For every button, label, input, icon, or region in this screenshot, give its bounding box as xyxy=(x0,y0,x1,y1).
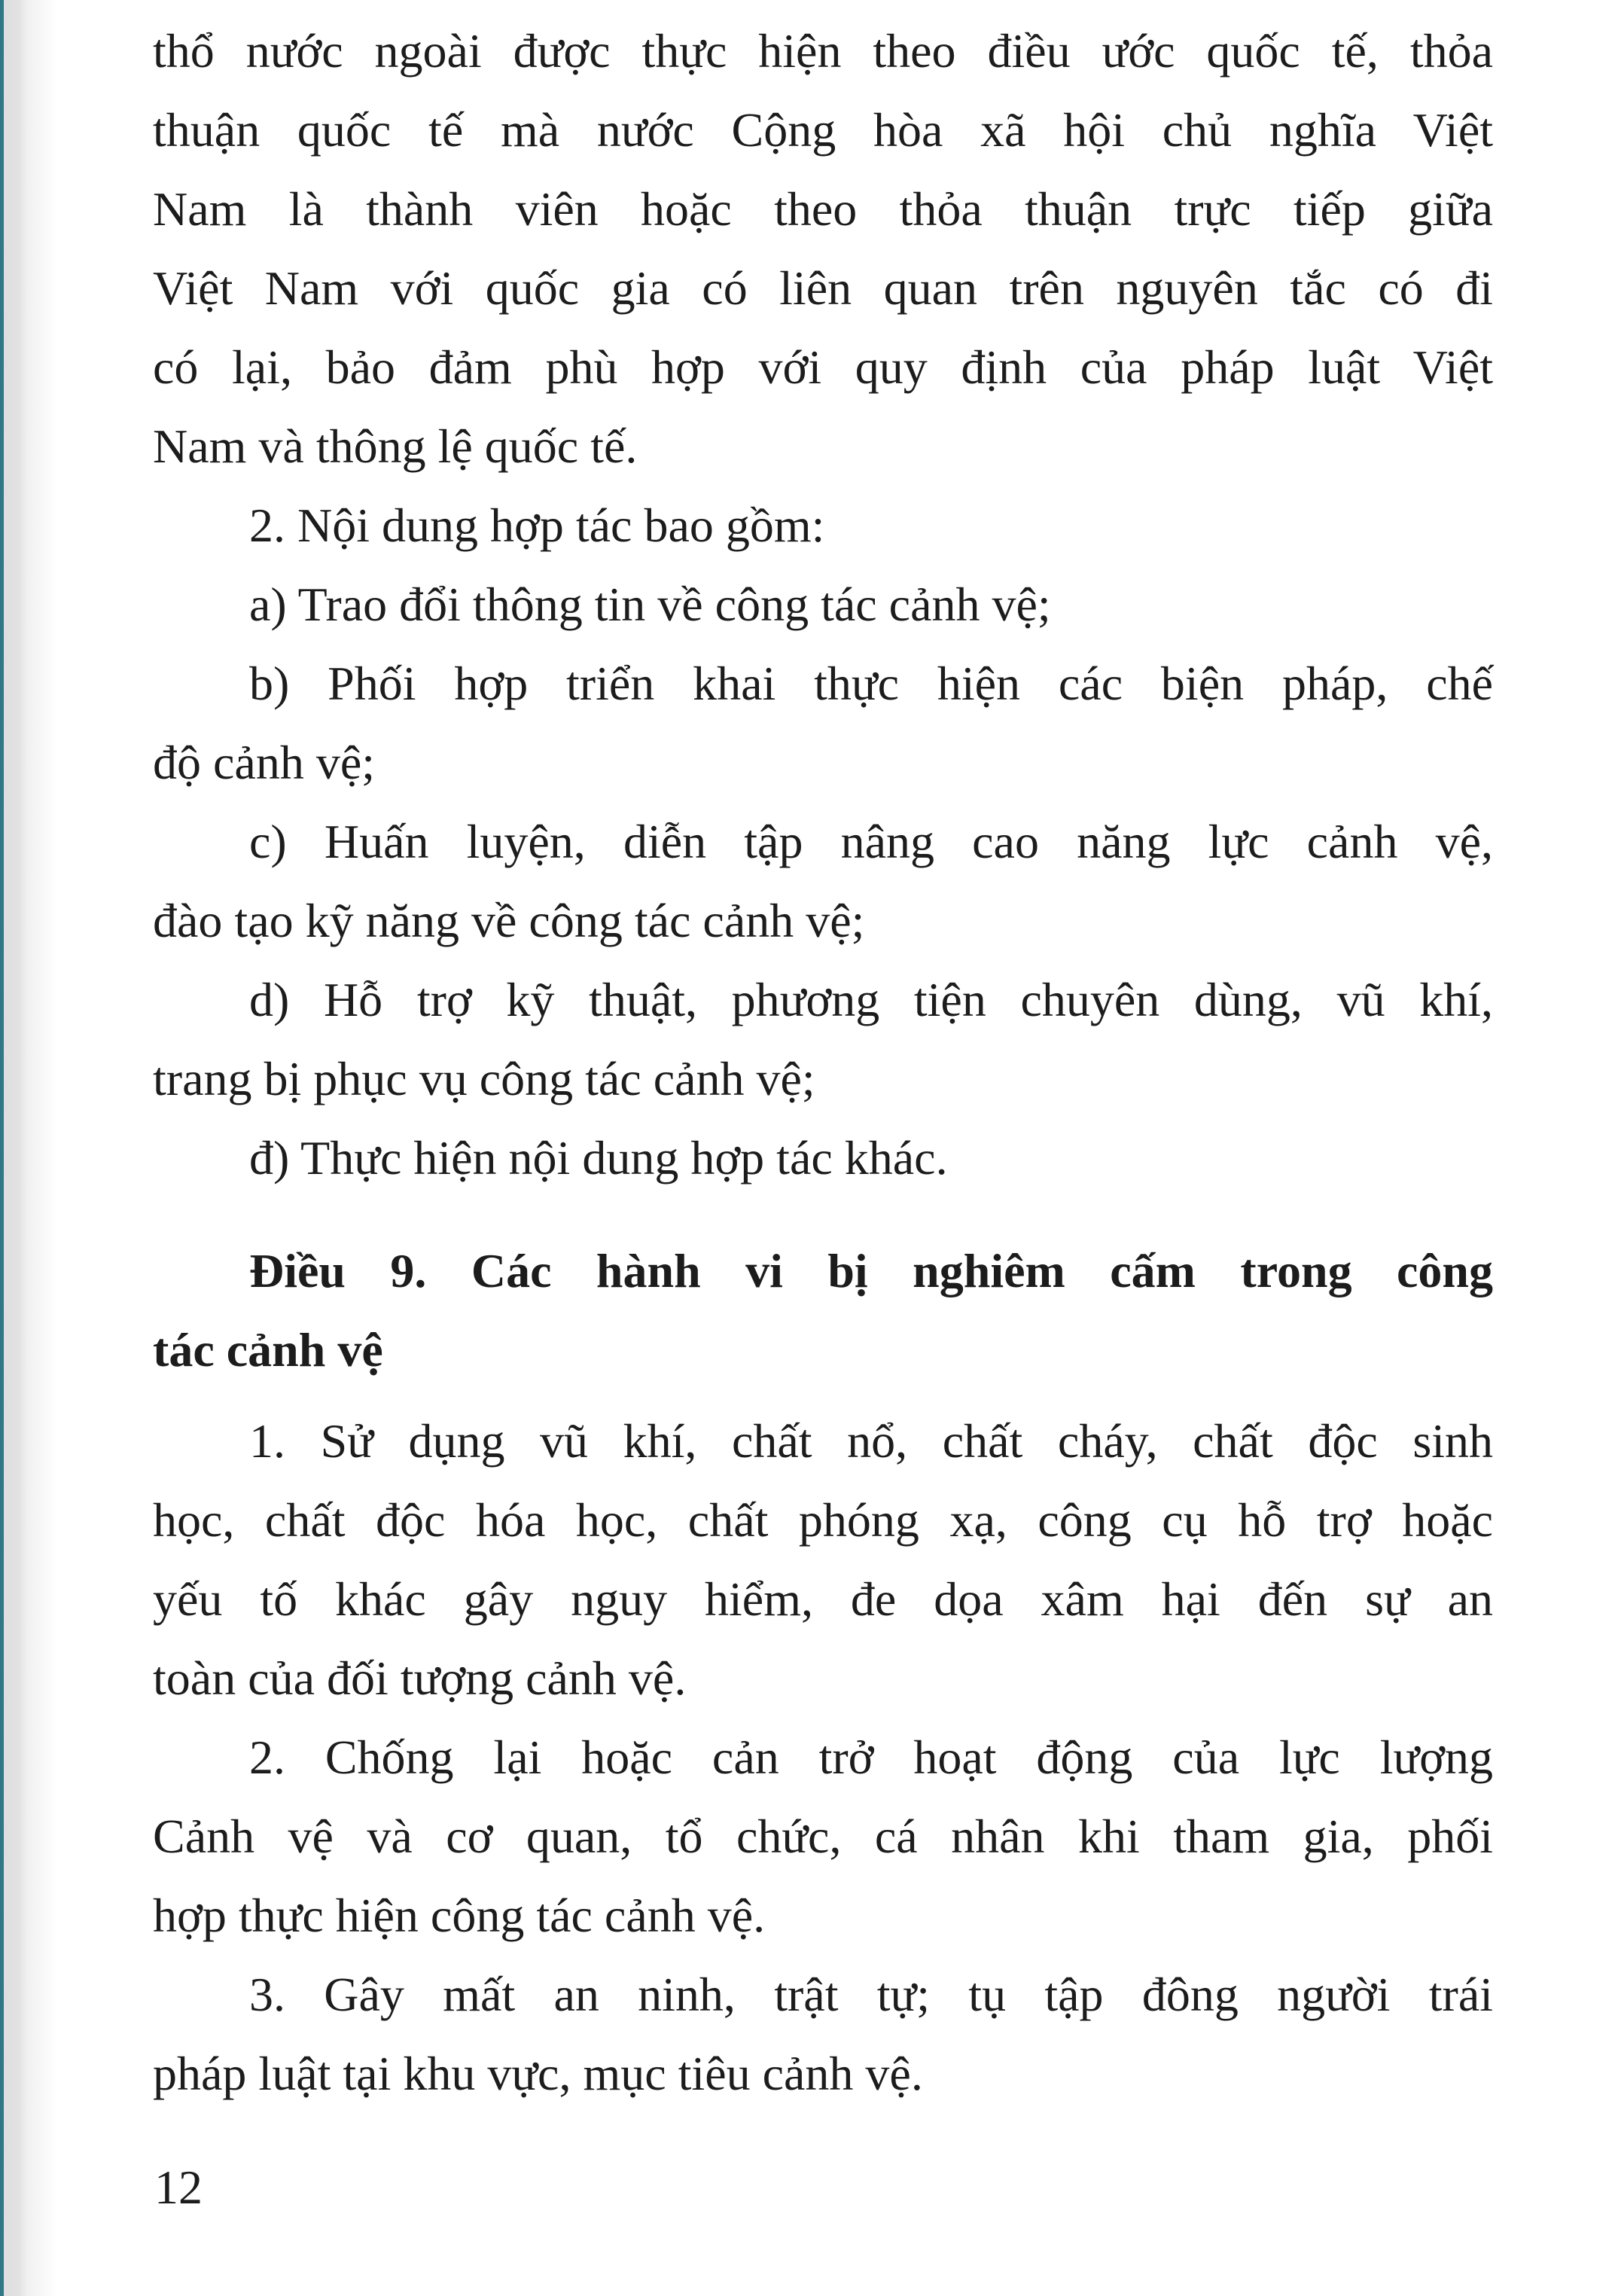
text-line: Nam và thông lệ quốc tế. xyxy=(153,419,638,473)
paragraph xyxy=(153,960,1493,1118)
text-line: c) Huấn luyện, diễn tập nâng cao năng lực cảnh vệ, xyxy=(249,815,1493,868)
paragraph xyxy=(153,565,1493,644)
text-line: yếu tố khác gây nguy hiểm, đe dọa xâm hại đến sự an xyxy=(153,1572,1493,1626)
text-line: thổ nước ngoài được thực hiện theo điều ước quốc tế, thỏa xyxy=(153,24,1493,78)
text-line: Việt Nam với quốc gia có liên quan trên nguyên tắc có đi xyxy=(153,261,1493,315)
paragraph xyxy=(153,1118,1493,1197)
text-line: hợp thực hiện công tác cảnh vệ. xyxy=(153,1889,766,1942)
text-line: 3. Gây mất an ninh, trật tự; tụ tập đông người trái xyxy=(249,1968,1493,2021)
text-line: Cảnh vệ và cơ quan, tổ chức, cá nhân khi tham gia, phối xyxy=(153,1810,1493,1863)
text-line: Nam là thành viên hoặc theo thỏa thuận trực tiếp giữa xyxy=(153,182,1493,236)
paragraph xyxy=(153,11,1493,486)
paragraph xyxy=(153,1401,1493,1718)
page-text xyxy=(153,11,1493,2113)
paragraph xyxy=(153,486,1493,565)
text-line: 1. Sử dụng vũ khí, chất nổ, chất cháy, chất độc sinh xyxy=(249,1414,1493,1468)
paragraph xyxy=(153,1955,1493,2113)
article-heading xyxy=(153,1231,1493,1389)
text-line: thuận quốc tế mà nước Cộng hòa xã hội chủ nghĩa Việt xyxy=(153,103,1493,157)
text-line: a) Trao đổi thông tin về công tác cảnh vệ; xyxy=(249,578,1051,631)
text-line: pháp luật tại khu vực, mục tiêu cảnh vệ. xyxy=(153,2047,923,2100)
text-line: 2. Chống lại hoặc cản trở hoạt động của lực lượng xyxy=(249,1730,1493,1784)
text-line: 2. Nội dung hợp tác bao gồm: xyxy=(249,499,825,552)
paragraph xyxy=(153,1718,1493,1955)
paragraph xyxy=(153,802,1493,960)
text-line: tác cảnh vệ xyxy=(153,1323,383,1377)
text-line: học, chất độc hóa học, chất phóng xạ, công cụ hỗ trợ hoặc xyxy=(153,1493,1493,1547)
text-line: độ cảnh vệ; xyxy=(153,736,375,789)
text-line: Điều 9. Các hành vi bị nghiêm cấm trong công xyxy=(249,1244,1493,1297)
page-number: 12 xyxy=(154,2160,203,2214)
text-line: có lại, bảo đảm phù hợp với quy định của pháp luật Việt xyxy=(153,340,1493,394)
text-line: đ) Thực hiện nội dung hợp tác khác. xyxy=(249,1131,948,1185)
paragraph xyxy=(153,644,1493,802)
text-line: đào tạo kỹ năng về công tác cảnh vệ; xyxy=(153,894,865,947)
text-line: d) Hỗ trợ kỹ thuật, phương tiện chuyên dùng, vũ khí, xyxy=(249,973,1493,1026)
text-line: toàn của đối tượng cảnh vệ. xyxy=(153,1651,687,1705)
text-line: trang bị phục vụ công tác cảnh vệ; xyxy=(153,1052,815,1105)
page-gutter-shadow xyxy=(4,0,60,2296)
text-line: b) Phối hợp triển khai thực hiện các biện pháp, chế xyxy=(249,657,1493,710)
